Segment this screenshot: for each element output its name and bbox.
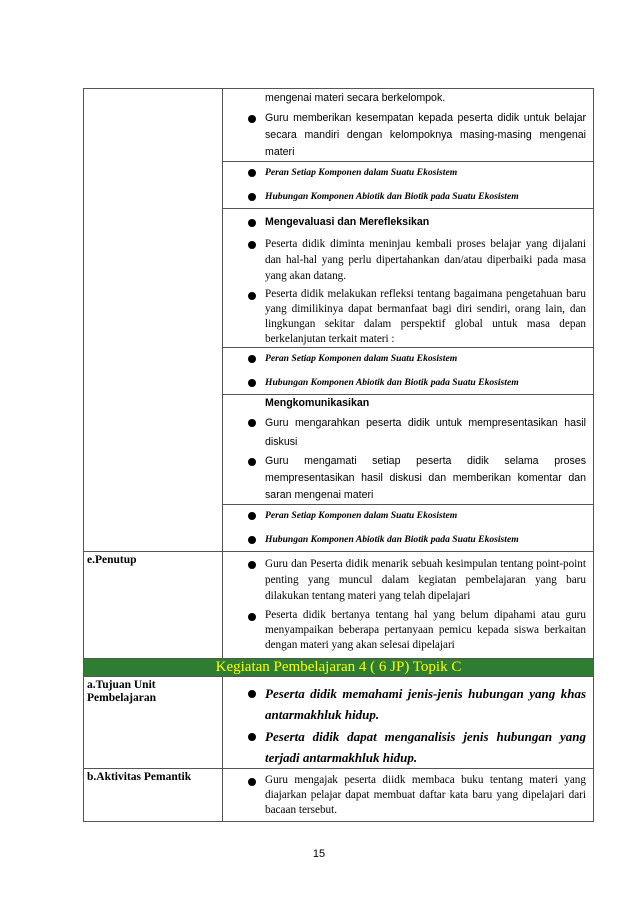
- list-item: [223, 414, 593, 452]
- content-cell: [223, 677, 594, 769]
- content-cell: [223, 89, 594, 162]
- left-cell: [84, 552, 223, 659]
- list-item-text: Peserta didik dapat menganalisis jenis hubungan yang terjadi antarmakhluk hidup.: [265, 729, 586, 765]
- bullet-icon: [248, 292, 256, 300]
- list-item-text: Guru mengajak peserta diidk membaca buku tentang materi yang diajarkan pelajar dapat membuat daftar kata baru yang dipelajari dari bacaan tersebut.: [265, 774, 586, 816]
- bullet-icon: [248, 458, 256, 466]
- list-item: [223, 287, 593, 347]
- bullet-icon: [248, 241, 256, 249]
- bullet-icon: [248, 690, 256, 698]
- list-item: [223, 683, 593, 725]
- content-cell: [223, 162, 594, 209]
- content-cell: [223, 769, 594, 822]
- content-cell: [223, 348, 594, 395]
- list-item-text: Guru mengamati setiap peserta didik selama proses mempresentasikan hasil diskusi dan memberikan komentar dan saran mengenai materi: [265, 455, 586, 501]
- list-item: [223, 110, 593, 161]
- list-item-text: Peran Setiap Komponen dalam Suatu Ekosistem: [265, 167, 458, 178]
- list-item-text: Peserta didik melakukan refleksi tentang bagaimana pengetahuan baru yang dimilikinya dapat bermanfaat bagi diri sendiri, orang lain, dan lingkungan sekitar dalam perspektif global untuk masa depan berkelanjutan terkait materi :: [265, 288, 586, 345]
- content-cell: [223, 395, 594, 505]
- bullet-icon: [248, 561, 256, 569]
- bullet-icon: [248, 512, 256, 520]
- bullet-icon: [248, 169, 256, 177]
- list-item-text: Peserta didik bertanya tentang hal yang belum dipahami atau guru menyampaikan beberapa pertanyaan pemicu kepada siswa berkaitan dengan materi yang akan selesai dipelajari: [265, 609, 586, 651]
- list-item: [223, 510, 593, 522]
- bullet-icon: [248, 115, 256, 123]
- list-item-text: Peran Setiap Komponen dalam Suatu Ekosistem: [265, 510, 458, 521]
- content-cell: [223, 209, 594, 348]
- left-cell: [84, 769, 223, 822]
- list-item: [223, 236, 593, 284]
- section-subtitle: Mengkomunikasikan: [265, 397, 370, 409]
- row-label-pemantik: b.Aktivitas Pemantik: [87, 771, 192, 783]
- table-row: [84, 769, 594, 822]
- row-label-penutup: e.Penutup: [87, 554, 137, 566]
- list-item-text: Guru memberikan kesempatan kepada peserta didik untuk belajar secara mandiri dengan kelompoknya masing-masing mengenai materi: [265, 112, 586, 158]
- list-item: [223, 534, 593, 546]
- content-cell: [223, 552, 594, 659]
- table-row: [84, 89, 594, 162]
- list-item: [223, 353, 593, 365]
- bullet-icon: [248, 778, 256, 786]
- table-row: [84, 552, 594, 659]
- row-label-tujuan: a.Tujuan Unit Pembelajaran: [87, 679, 156, 704]
- bullet-icon: [248, 419, 256, 427]
- list-item: [223, 214, 593, 231]
- left-cell-empty: [84, 89, 223, 552]
- list-item-text: Peserta didik diminta meninjau kembali proses belajar yang dijalani dan hal-hal yang perlu dipertahankan dan/atau diperbaiki pada masa yang akan datang.: [265, 238, 586, 282]
- list-item-text: Hubungan Komponen Abiotik dan Biotik pada Suatu Ekosistem: [265, 534, 519, 545]
- bullet-icon: [248, 219, 256, 227]
- list-item: [223, 167, 593, 179]
- table-row: [84, 677, 594, 769]
- list-item-text: Hubungan Komponen Abiotik dan Biotik pada Suatu Ekosistem: [265, 191, 519, 202]
- bullet-icon: [248, 733, 256, 741]
- list-item: [223, 377, 593, 389]
- list-item-text: Guru mengarahkan peserta didik untuk mempresentasikan hasil diskusi: [265, 417, 586, 448]
- bullet-icon: [248, 613, 256, 621]
- list-item: [223, 453, 593, 504]
- content-cell: [223, 505, 594, 552]
- list-item-text: Mengevaluasi dan Merefleksikan: [265, 216, 430, 228]
- left-cell: [84, 677, 223, 769]
- list-item-text: Peserta didik memahami jenis-jenis hubungan yang khas antarmakhluk hidup.: [265, 686, 586, 722]
- list-item: [223, 726, 593, 768]
- bullet-icon: [248, 355, 256, 363]
- bullet-icon: [248, 379, 256, 387]
- list-item-text: Guru dan Peserta didik menarik sebuah kesimpulan tentang point-point penting yang muncul dalam kegiatan pembelajaran yang baru dilakukan tentang materi yang telah dipelajari: [265, 558, 586, 602]
- lesson-plan-table: [83, 88, 594, 822]
- list-item: [223, 773, 593, 818]
- page-number: 15: [312, 848, 326, 860]
- bullet-icon: [248, 536, 256, 544]
- table-row: [84, 659, 594, 677]
- list-item: [223, 608, 593, 653]
- continued-text: mengenai materi secara berkelompok.: [265, 92, 446, 104]
- section-title: Kegiatan Pembelajaran 4 ( 6 JP) Topik C: [84, 659, 594, 677]
- list-item: [223, 556, 593, 604]
- list-item-text: Hubungan Komponen Abiotik dan Biotik pada Suatu Ekosistem: [265, 377, 519, 388]
- list-item-text: Peran Setiap Komponen dalam Suatu Ekosistem: [265, 353, 458, 364]
- list-item: [223, 191, 593, 203]
- bullet-icon: [248, 193, 256, 201]
